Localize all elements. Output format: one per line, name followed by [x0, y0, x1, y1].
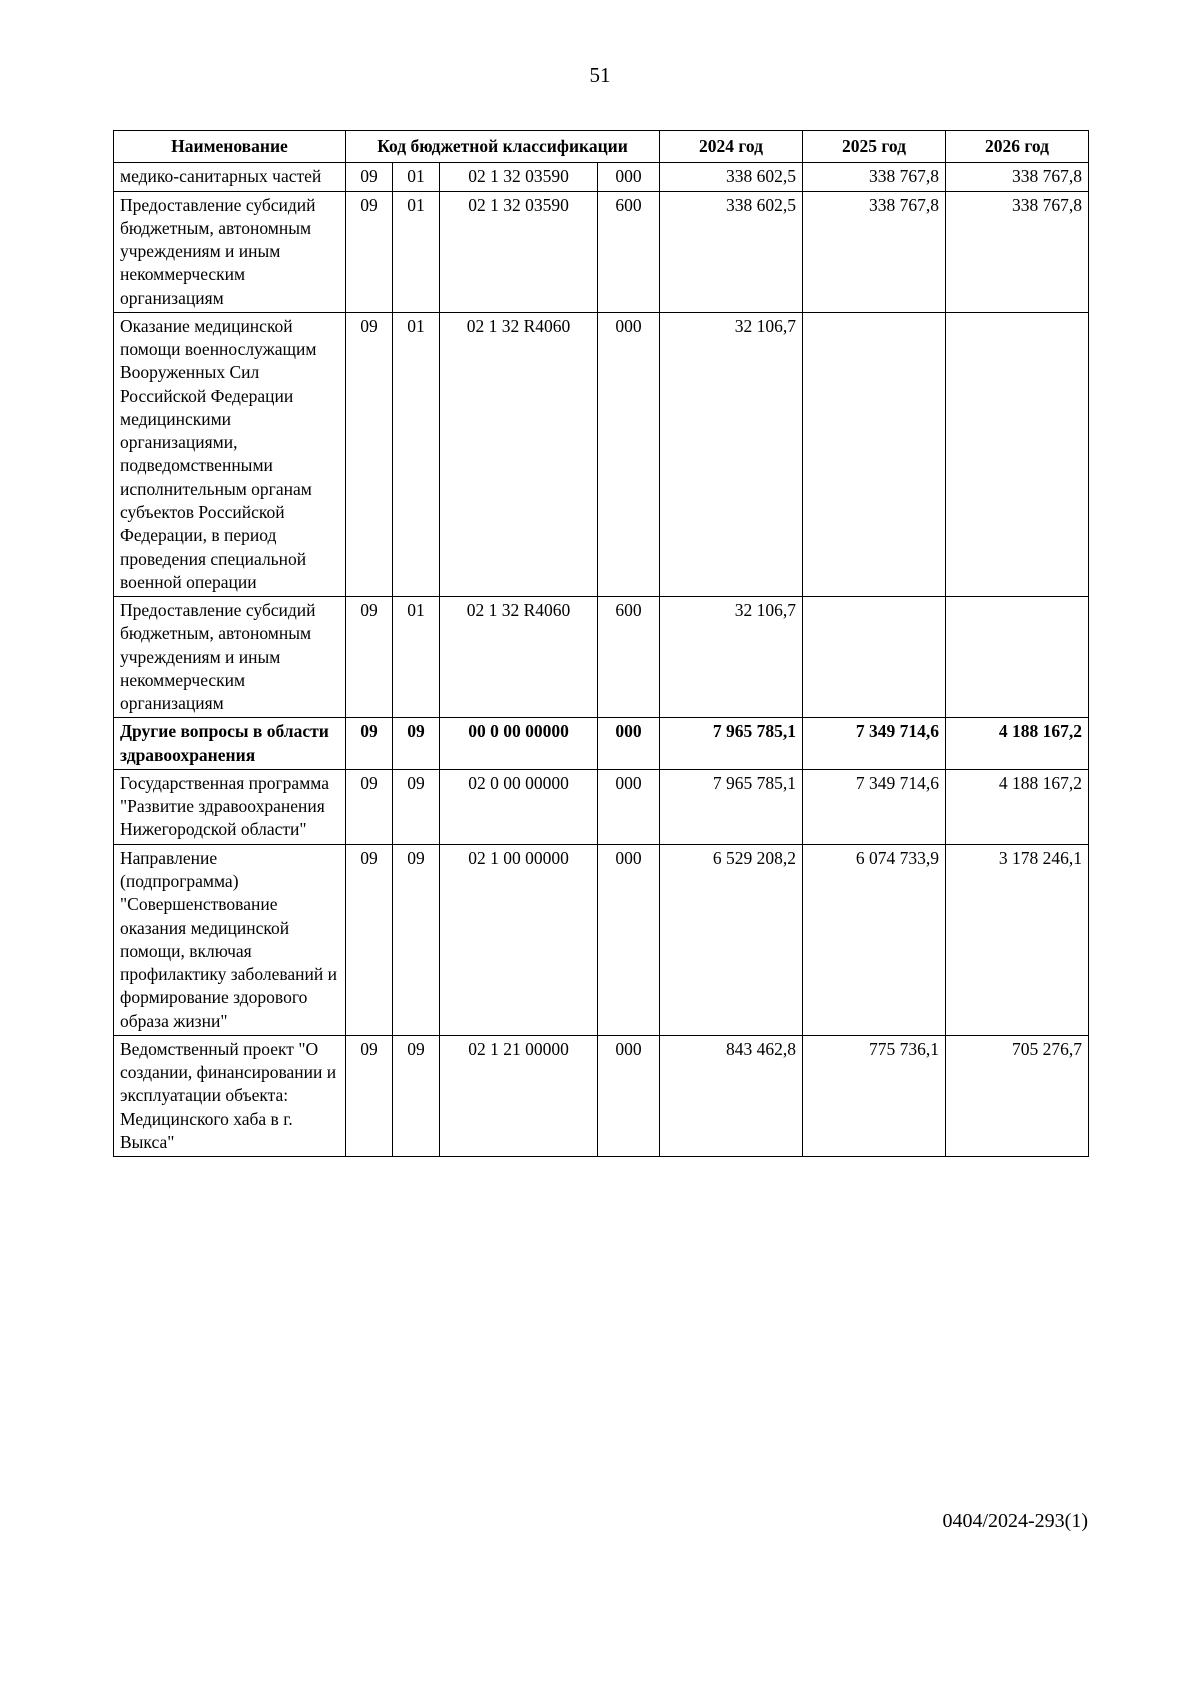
- cell-code-expense-type: 000: [598, 163, 660, 191]
- column-header-classification: Код бюджетной классификации: [346, 131, 660, 163]
- table-row: [114, 769, 1089, 844]
- cell-amount-2024: 32 106,7: [660, 597, 803, 718]
- cell-amount-2025: 7 349 714,6: [803, 769, 946, 844]
- column-header-name: Наименование: [114, 131, 346, 163]
- cell-code-subsection: 09: [393, 718, 440, 770]
- cell-amount-2024: 338 602,5: [660, 163, 803, 191]
- cell-name: Предоставление субсидий бюджетным, автономным учреждениям и иным некоммерческим организациям: [114, 191, 346, 312]
- budget-table: [113, 130, 1089, 1157]
- cell-amount-2024: 6 529 208,2: [660, 844, 803, 1035]
- cell-code-section: 09: [346, 312, 393, 596]
- cell-code-target: 02 1 32 03590: [440, 191, 598, 312]
- cell-code-subsection: 01: [393, 163, 440, 191]
- cell-amount-2025: 6 074 733,9: [803, 844, 946, 1035]
- column-header-year-2026: 2026 год: [946, 131, 1089, 163]
- cell-code-expense-type: 000: [598, 718, 660, 770]
- cell-code-expense-type: 600: [598, 191, 660, 312]
- cell-name: Ведомственный проект "О создании, финансировании и эксплуатации объекта: Медицинского хаба в г. Выкса": [114, 1035, 346, 1156]
- cell-amount-2026: 338 767,8: [946, 191, 1089, 312]
- cell-amount-2025: [803, 312, 946, 596]
- cell-amount-2026: 4 188 167,2: [946, 769, 1089, 844]
- cell-name: Государственная программа "Развитие здравоохранения Нижегородской области": [114, 769, 346, 844]
- cell-code-section: 09: [346, 718, 393, 770]
- cell-code-section: 09: [346, 191, 393, 312]
- cell-amount-2026: 338 767,8: [946, 163, 1089, 191]
- cell-amount-2025: [803, 597, 946, 718]
- cell-code-expense-type: 000: [598, 769, 660, 844]
- cell-code-subsection: 09: [393, 844, 440, 1035]
- cell-amount-2025: 775 736,1: [803, 1035, 946, 1156]
- cell-amount-2026: 4 188 167,2: [946, 718, 1089, 770]
- cell-code-expense-type: 000: [598, 844, 660, 1035]
- cell-code-section: 09: [346, 844, 393, 1035]
- cell-code-section: 09: [346, 163, 393, 191]
- document-footer-code: 0404/2024-293(1): [942, 1510, 1088, 1532]
- cell-code-subsection: 01: [393, 597, 440, 718]
- cell-code-section: 09: [346, 769, 393, 844]
- cell-code-subsection: 01: [393, 191, 440, 312]
- cell-code-target: 02 1 32 R4060: [440, 597, 598, 718]
- cell-amount-2026: 3 178 246,1: [946, 844, 1089, 1035]
- table-row: [114, 312, 1089, 596]
- table-row: [114, 1035, 1089, 1156]
- cell-code-target: 02 1 32 R4060: [440, 312, 598, 596]
- table-body: [114, 163, 1089, 1157]
- cell-code-target: 02 0 00 00000: [440, 769, 598, 844]
- cell-code-subsection: 09: [393, 1035, 440, 1156]
- table-header: [114, 131, 1089, 163]
- cell-amount-2026: [946, 597, 1089, 718]
- budget-table-container: [113, 130, 1088, 1157]
- cell-amount-2026: [946, 312, 1089, 596]
- cell-amount-2024: 843 462,8: [660, 1035, 803, 1156]
- table-row: [114, 163, 1089, 191]
- cell-code-target: 02 1 21 00000: [440, 1035, 598, 1156]
- cell-code-section: 09: [346, 597, 393, 718]
- cell-code-expense-type: 000: [598, 312, 660, 596]
- cell-code-subsection: 09: [393, 769, 440, 844]
- cell-amount-2025: 338 767,8: [803, 163, 946, 191]
- cell-name: Оказание медицинской помощи военнослужащим Вооруженных Сил Российской Федерации медицинскими организациями, подведомственными исполнительным органам субъектов Российской Федерации, в период проведения специальной военной операции: [114, 312, 346, 596]
- cell-amount-2025: 7 349 714,6: [803, 718, 946, 770]
- table-row: [114, 191, 1089, 312]
- cell-name: Предоставление субсидий бюджетным, автономным учреждениям и иным некоммерческим организациям: [114, 597, 346, 718]
- cell-amount-2024: 7 965 785,1: [660, 718, 803, 770]
- cell-amount-2024: 338 602,5: [660, 191, 803, 312]
- cell-code-expense-type: 000: [598, 1035, 660, 1156]
- cell-code-subsection: 01: [393, 312, 440, 596]
- cell-code-target: 02 1 32 03590: [440, 163, 598, 191]
- cell-amount-2025: 338 767,8: [803, 191, 946, 312]
- column-header-year-2024: 2024 год: [660, 131, 803, 163]
- cell-name: медико-санитарных частей: [114, 163, 346, 191]
- cell-amount-2026: 705 276,7: [946, 1035, 1089, 1156]
- table-row: [114, 844, 1089, 1035]
- cell-name: Направление (подпрограмма) "Совершенствование оказания медицинской помощи, включая профилактику заболеваний и формирование здорового образа жизни": [114, 844, 346, 1035]
- cell-code-target: 00 0 00 00000: [440, 718, 598, 770]
- column-header-year-2025: 2025 год: [803, 131, 946, 163]
- cell-code-expense-type: 600: [598, 597, 660, 718]
- page-number: 51: [589, 63, 611, 87]
- cell-code-target: 02 1 00 00000: [440, 844, 598, 1035]
- cell-name: Другие вопросы в области здравоохранения: [114, 718, 346, 770]
- table-row: [114, 597, 1089, 718]
- cell-code-section: 09: [346, 1035, 393, 1156]
- cell-amount-2024: 7 965 785,1: [660, 769, 803, 844]
- table-row: [114, 718, 1089, 770]
- cell-amount-2024: 32 106,7: [660, 312, 803, 596]
- table-header-row: [114, 131, 1089, 163]
